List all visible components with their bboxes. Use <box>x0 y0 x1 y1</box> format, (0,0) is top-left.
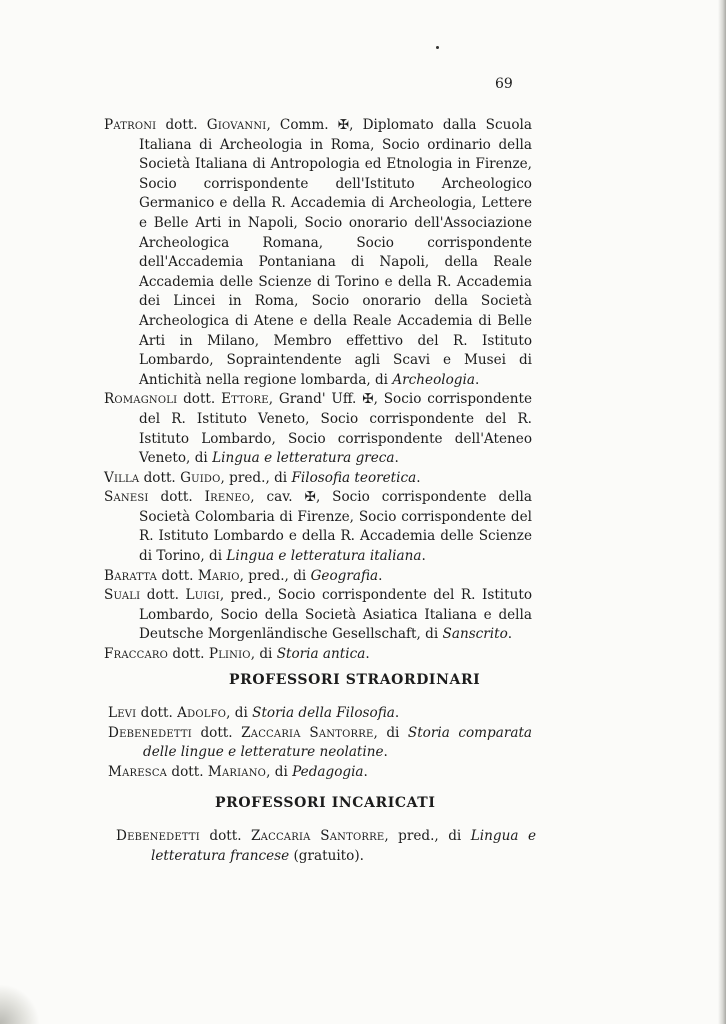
speck-mark <box>436 46 439 49</box>
given-name: Mario <box>197 567 240 584</box>
title: dott. <box>171 763 204 780</box>
title: dott. <box>161 567 194 584</box>
given-name: Adolfo <box>177 705 227 721</box>
description: , pred., di <box>384 828 471 844</box>
tail: . <box>474 371 480 388</box>
subject: Archeologia <box>392 371 475 388</box>
title: dott. <box>183 391 216 408</box>
subject: Lingua e letteratura francese <box>151 828 536 864</box>
description: , di <box>266 763 293 780</box>
surname: Villa <box>104 469 140 486</box>
given-name: Luigi <box>185 587 220 604</box>
subject: Lingua e letteratura greca <box>212 450 395 467</box>
entry-suali <box>104 586 532 645</box>
entry-levi <box>108 704 532 724</box>
given-name: Ireneo <box>204 489 251 506</box>
title: dott. <box>209 828 242 844</box>
entry-debenedetti-incaricato <box>116 827 536 866</box>
tail: (gratuito). <box>289 847 364 864</box>
description: , Grand' Uff. ✠, Socio corrispondente del R. Istituto Veneto, Socio corrispondente del R. Istituto Lombardo, Socio corrispondente dell'Ateneo Veneto, di <box>139 391 532 467</box>
straordinari-list <box>108 704 532 782</box>
entry-patroni <box>104 116 532 390</box>
surname: Debenedetti <box>108 724 192 741</box>
given-name: Ettore <box>221 391 269 408</box>
page-number: 69 <box>495 76 513 92</box>
entry-baratta <box>104 567 532 587</box>
surname: Levi <box>108 705 137 721</box>
tail: . <box>416 469 421 486</box>
tail: . <box>394 705 400 721</box>
entry-maresca <box>108 763 532 783</box>
entry-sanesi <box>104 488 532 566</box>
description: , pred., Socio corrispondente del R. Istituto Lombardo, Socio della Società Asiatica Italiana e della Deutsche Morgenländische Gesellschaft, di <box>139 587 533 643</box>
section-heading-incaricati: PROFESSORI INCARICATI <box>215 795 436 811</box>
tail: . <box>507 626 513 643</box>
surname: Romagnoli <box>104 391 178 408</box>
entry-romagnoli <box>104 390 532 468</box>
entry-fraccaro <box>104 645 532 665</box>
description: , di <box>250 646 277 663</box>
title: dott. <box>146 587 179 604</box>
surname: Sanesi <box>104 489 149 506</box>
description: , Comm. ✠, Diplomato dalla Scuola Italiana di Archeologia in Roma, Socio ordinario della Società Italiana di Antropologia ed Etnologia in Firenze, Socio corrispondente dell'Istituto Archeologico Germanico e della R. Accademia di Archeologia, Lettere e Belle Arti in Napoli, Socio onorario dell'Associazione Archeologica Romana, Socio corrispondente dell'Accademia Pontaniana di Napoli, della Reale Accademia delle Scienze di Torino e della R. Accademia dei Lincei in Roma, Socio onorario della Società Archeologica di Atene e della Reale Accademia di Belle Arti in Milano, Membro effettivo del R. Istituto Lombardo, Sopraintendente agli Scavi e Musei di Antichità nella regione lombarda, di <box>139 117 532 388</box>
tail: . <box>363 763 368 780</box>
entry-debenedetti <box>108 724 532 763</box>
description: , di <box>373 724 408 741</box>
tail: . <box>394 450 399 467</box>
description: , pred., di <box>220 469 292 486</box>
subject: Sanscrito <box>442 626 508 643</box>
given-name: Guido <box>180 469 221 486</box>
surname: Baratta <box>104 567 158 584</box>
surname: Debenedetti <box>116 828 200 844</box>
title: dott. <box>200 724 233 741</box>
corner-stain <box>0 984 40 1024</box>
title: dott. <box>165 117 198 133</box>
description: , cav. ✠, Socio corrispondente della Società Colombaria di Firenze, Socio corrispondente del R. Istituto Lombardo e della R. Accademia delle Scienze di Torino, di <box>139 489 532 565</box>
subject: Storia della Filosofia <box>252 705 395 721</box>
given-name: Giovanni <box>206 117 267 133</box>
description: , pred., di <box>239 567 311 584</box>
tail: . <box>378 567 383 584</box>
entry-villa <box>104 469 532 489</box>
surname: Patroni <box>104 117 157 133</box>
subject: Storia comparata delle lingue e letterature neolatine <box>143 724 533 761</box>
surname: Fraccaro <box>104 646 169 663</box>
tail: . <box>365 646 370 663</box>
title: dott. <box>172 646 205 663</box>
tail: . <box>383 744 388 761</box>
surname: Maresca <box>108 763 168 780</box>
surname: Suali <box>104 587 141 604</box>
subject: Lingua e letteratura italiana <box>226 548 422 565</box>
title: dott. <box>140 705 173 721</box>
given-name: Mariano <box>207 763 267 780</box>
section-heading-straordinari: PROFESSORI STRAORDINARI <box>229 672 481 688</box>
ordinari-list <box>104 116 532 665</box>
given-name: Zaccaria Santorre <box>251 828 385 844</box>
given-name: Plinio <box>208 646 251 663</box>
title: dott. <box>160 489 193 506</box>
incaricati-list <box>116 827 536 866</box>
description: , di <box>226 705 253 721</box>
subject: Pedagogia <box>292 763 364 780</box>
given-name: Zaccaria Santorre <box>241 724 374 741</box>
page-edge-shadow <box>718 0 726 1024</box>
subject: Storia antica <box>276 646 366 663</box>
tail: . <box>421 548 426 565</box>
subject: Filosofia teoretica <box>291 469 417 486</box>
title: dott. <box>143 469 176 486</box>
subject: Geografia <box>310 567 379 584</box>
